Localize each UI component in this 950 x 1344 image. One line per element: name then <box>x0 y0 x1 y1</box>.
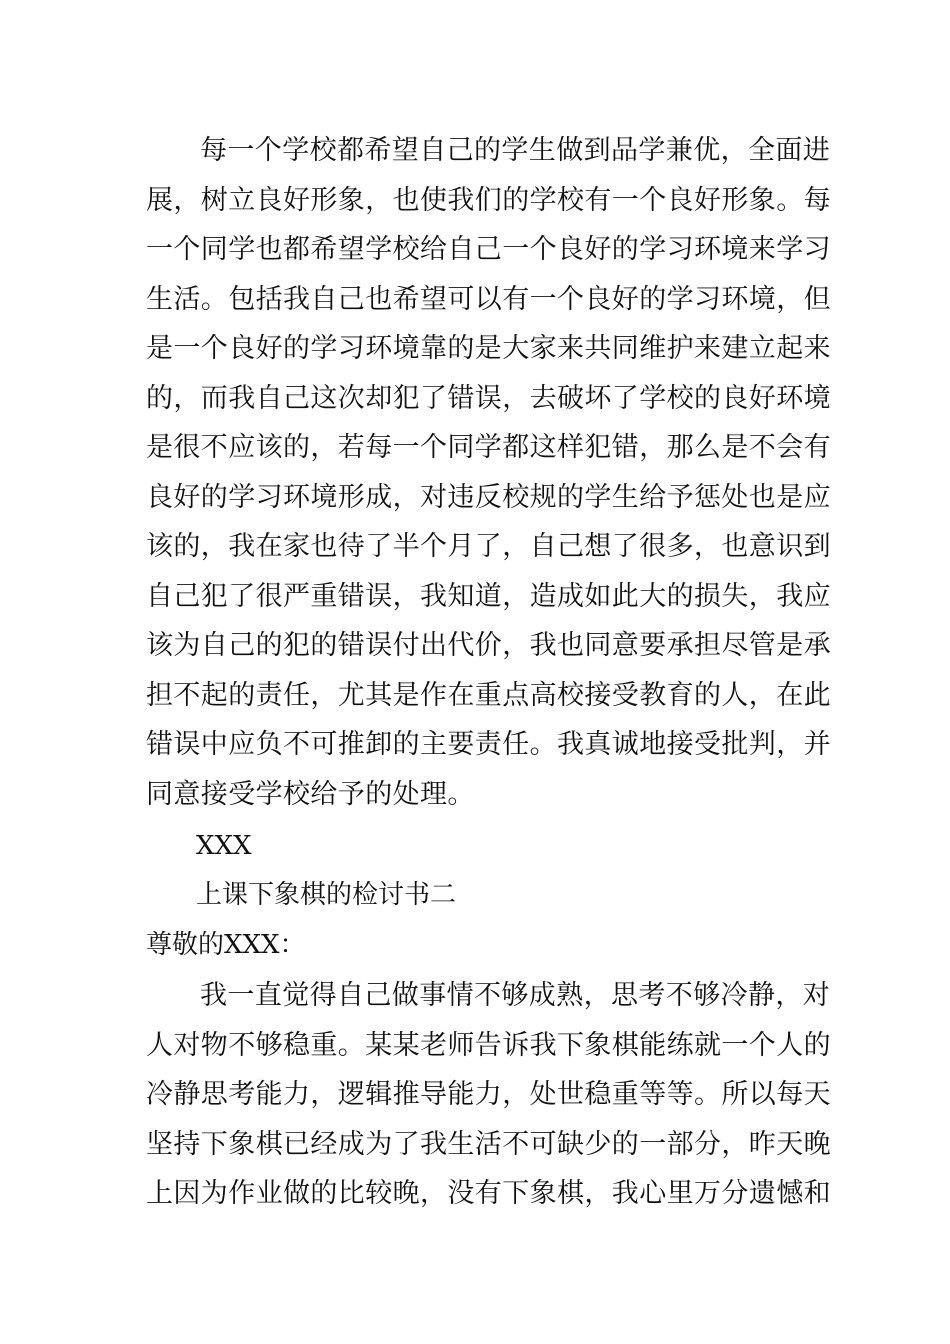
paragraph-2 <box>146 971 831 1219</box>
paragraph-line: 担不起的责任，尤其是作在重点高校接受教育的人，在此 <box>146 679 831 711</box>
paragraph-line: 同意接受学校给予的处理。 <box>146 778 475 810</box>
paragraph-line: 良好的学习环境形成，对违反校规的学生给予惩处也是应 <box>146 481 831 513</box>
paragraph-line: 我一直觉得自己做事情不够成熟，思考不够冷静，对 <box>200 980 831 1011</box>
paragraph-line: 是很不应该的，若每一个同学都这样犯错，那么是不会有 <box>146 432 831 463</box>
paragraph-line: 自己犯了很严重错误，我知道，造成如此大的损失，我应 <box>146 580 831 612</box>
paragraph-line: 坚持下象棋已经成为了我生活不可缺少的一部分，昨天晚 <box>146 1128 831 1160</box>
paragraph-line: 生活。包括我自己也希望可以有一个良好的学习环境，但 <box>146 283 831 315</box>
paragraph-line: 该的，我在家也待了半个月了，自己想了很多，也意识到 <box>146 531 831 562</box>
signature: XXX <box>196 831 252 861</box>
salutation: 尊敬的XXX： <box>146 930 306 960</box>
paragraph-line: 每一个学校都希望自己的学生做到品学兼优，全面进 <box>200 135 831 166</box>
section-title: 上课下象棋的检讨书二 <box>196 880 457 910</box>
paragraph-line: 展，树立良好形象，也使我们的学校有一个良好形象。每 <box>146 184 831 216</box>
paragraph-line: 冷静思考能力，逻辑推导能力，处世稳重等等。所以每天 <box>146 1079 831 1110</box>
paragraph-line: 错误中应负不可推卸的主要责任。我真诚地接受批判，并 <box>146 729 831 760</box>
paragraph-line: 人对物不够稳重。某某老师告诉我下象棋能练就一个人的 <box>146 1029 831 1061</box>
paragraph-line: 上因为作业做的比较晚，没有下象棋，我心里万分遗憾和 <box>146 1178 831 1209</box>
paragraph-line: 一个同学也都希望学校给自己一个良好的学习环境来学习 <box>146 234 831 265</box>
paragraph-line: 是一个良好的学习环境靠的是大家来共同维护来建立起来 <box>146 333 831 364</box>
paragraph-line: 的，而我自己这次却犯了错误，去破坏了学校的良好环境 <box>146 382 831 414</box>
paragraph-line: 该为自己的犯的错误付出代价，我也同意要承担尽管是承 <box>146 630 831 661</box>
paragraph-1 <box>146 126 831 819</box>
